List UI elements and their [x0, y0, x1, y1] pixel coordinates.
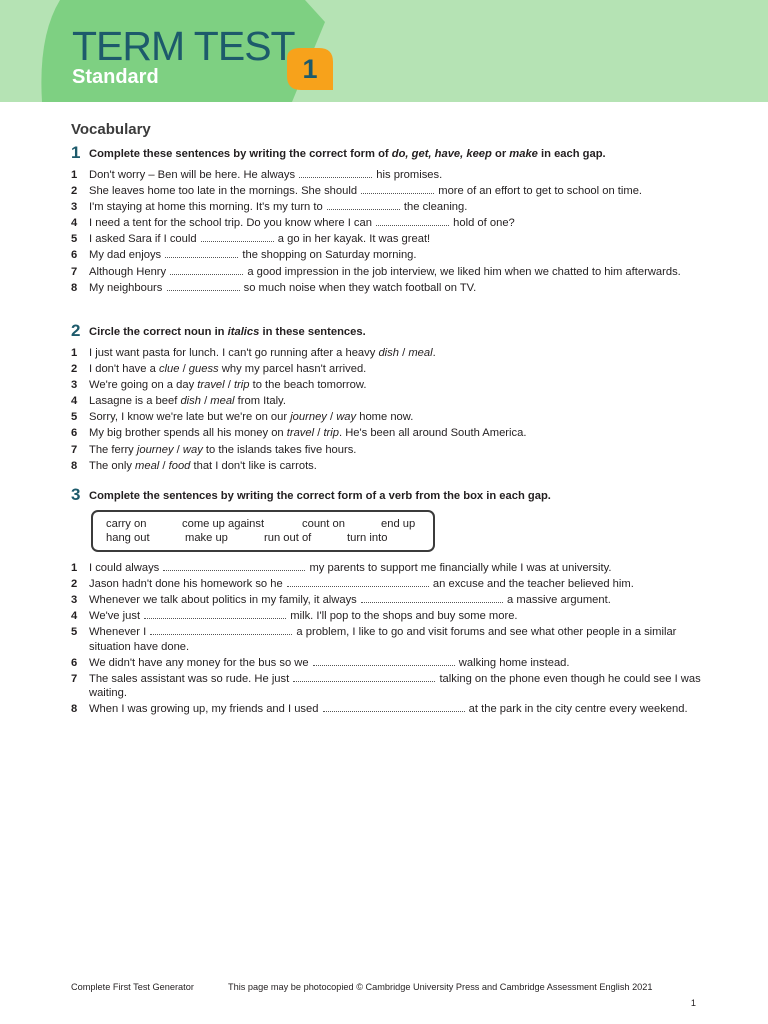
exercise-header	[71, 485, 711, 507]
test-number-badge: 1	[302, 54, 318, 84]
answer-gap[interactable]	[201, 232, 274, 242]
word-box-item: turn into	[347, 532, 388, 544]
exercise-3-items	[71, 561, 711, 718]
noun-option[interactable]: guess	[188, 363, 219, 376]
exercise-number: 3	[71, 485, 81, 504]
answer-gap[interactable]	[323, 702, 465, 712]
list-item: 4 We've just milk. I'll pop to the shops and buy some more.	[71, 610, 518, 623]
list-item: 1 I just want pasta for lunch. I can't go running after a heavy dish / meal.	[71, 347, 436, 359]
word-box-item: make up	[185, 532, 228, 544]
answer-gap[interactable]	[327, 200, 400, 210]
noun-option[interactable]: trip	[233, 379, 250, 392]
noun-option[interactable]: trip	[323, 427, 339, 440]
word-box-item: run out of	[264, 532, 312, 544]
answer-gap[interactable]	[144, 609, 286, 619]
list-item: 6 My big brother spends all his money on travel / trip. He's been all around South America.	[71, 427, 527, 440]
word-box-item: end up	[381, 518, 416, 530]
list-item: 7 The sales assistant was so rude. He just talking on the phone even though he could see I was waiting.	[71, 672, 701, 699]
list-item: 3 Whenever we talk about politics in my family, it always a massive argument.	[71, 594, 611, 607]
exercise-number: 2	[71, 321, 81, 340]
exercise-1	[71, 143, 711, 297]
word-box-item: carry on	[106, 518, 147, 530]
list-item: 5 Whenever I a problem, I like to go and visit forums and see what other people in a similar situation have done.	[71, 626, 677, 653]
noun-option[interactable]: journey	[290, 411, 327, 424]
answer-gap[interactable]	[361, 184, 434, 194]
list-item: 2 I don't have a clue / guess why my parcel hasn't arrived.	[71, 363, 367, 376]
exercise-items	[71, 346, 711, 473]
noun-option[interactable]: dish	[180, 395, 201, 408]
word-box	[91, 510, 435, 552]
exercise-header	[71, 143, 711, 165]
exercise-items	[71, 561, 711, 716]
list-item: 4 I need a tent for the school trip. Do you know where I can hold of one?	[71, 217, 515, 230]
footer-copyright: This page may be photocopied © Cambridge University Press and Cambridge Assessment English 2021	[228, 982, 653, 992]
word-box-item: count on	[302, 518, 345, 530]
list-item: 4 Lasagne is a beef dish / meal from Italy.	[71, 395, 286, 408]
answer-gap[interactable]	[170, 265, 243, 275]
list-item: 6 My dad enjoys the shopping on Saturday morning.	[71, 249, 417, 262]
footer-source: Complete First Test Generator	[71, 982, 194, 992]
noun-option[interactable]: dish	[378, 347, 399, 359]
noun-option[interactable]: food	[168, 459, 191, 472]
answer-gap[interactable]	[299, 168, 372, 178]
list-item: 7 The ferry journey / way to the islands takes five hours.	[71, 443, 357, 456]
answer-gap[interactable]	[287, 577, 429, 587]
noun-option[interactable]: travel	[286, 427, 315, 440]
page-number: 1	[690, 998, 696, 1008]
exercise-instruction: Circle the correct noun in italics in these sentences.	[89, 326, 366, 338]
test-subtitle: Standard	[72, 66, 159, 88]
list-item: 1 Don't worry – Ben will be here. He always his promises.	[71, 169, 443, 181]
exercise-2	[71, 321, 711, 475]
section-title: Vocabulary	[71, 121, 151, 138]
list-item: 2 She leaves home too late in the mornings. She should more of an effort to get to school on time.	[71, 185, 643, 198]
exercise-instruction: Complete the sentences by writing the correct form of a verb from the box in each gap.	[89, 490, 551, 502]
list-item: 3 We're going on a day travel / trip to the beach tomorrow.	[71, 379, 367, 392]
list-item: 8 When I was growing up, my friends and I used at the park in the city centre every weekend.	[71, 703, 688, 716]
list-item: 5 Sorry, I know we're late but we're on our journey / way home now.	[71, 411, 414, 424]
word-box-item: come up against	[182, 518, 265, 530]
noun-option[interactable]: journey	[136, 443, 174, 456]
exercise-items	[71, 168, 711, 295]
noun-option[interactable]: way	[336, 411, 357, 424]
noun-option[interactable]: meal	[135, 459, 160, 472]
answer-gap[interactable]	[361, 593, 503, 603]
answer-gap[interactable]	[313, 656, 455, 666]
answer-gap[interactable]	[376, 216, 449, 226]
noun-option[interactable]: clue	[158, 363, 180, 376]
answer-gap[interactable]	[293, 672, 435, 682]
list-item: 2 Jason hadn't done his homework so he an excuse and the teacher believed him.	[71, 578, 634, 591]
exercise-header	[71, 321, 711, 343]
noun-option[interactable]: meal	[210, 395, 235, 408]
exercise-number: 1	[71, 143, 81, 162]
list-item: 3 I'm staying at home this morning. It's my turn to the cleaning.	[71, 201, 468, 214]
noun-option[interactable]: travel	[197, 379, 225, 392]
list-item: 1 I could always my parents to support me financially while I was at university.	[71, 562, 612, 574]
exercise-instruction: Complete these sentences by writing the correct form of do, get, have, keep or make in each gap.	[89, 148, 606, 160]
answer-gap[interactable]	[163, 561, 305, 571]
list-item: 7 Although Henry a good impression in the job interview, we liked him when we chatted to him afterwards.	[71, 265, 681, 278]
list-item: 8 My neighbours so much noise when they watch football on TV.	[71, 281, 477, 294]
word-box-item: hang out	[106, 532, 150, 544]
list-item: 5 I asked Sara if I could a go in her kayak. It was great!	[71, 233, 431, 246]
list-item: 6 We didn't have any money for the bus so we walking home instead.	[71, 656, 570, 669]
answer-gap[interactable]	[165, 248, 238, 258]
exercise-3	[71, 485, 711, 507]
noun-option[interactable]: meal	[408, 347, 433, 359]
list-item: 8 The only meal / food that I don't like is carrots.	[71, 459, 317, 472]
answer-gap[interactable]	[150, 625, 292, 635]
test-title: TERM TEST	[72, 23, 295, 69]
noun-option[interactable]: way	[182, 443, 203, 456]
answer-gap[interactable]	[167, 281, 240, 291]
